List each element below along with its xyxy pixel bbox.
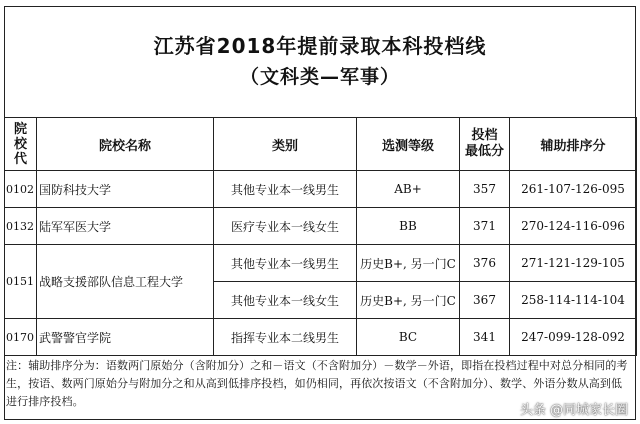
cell-min-score: 376: [460, 245, 510, 282]
table-header-row: [5, 118, 637, 171]
header-name: 院校名称: [37, 118, 214, 171]
cell-category: 医疗专业本一线女生: [214, 208, 357, 245]
header-level: 选测等级: [357, 118, 460, 171]
header-rank: 辅助排序分: [510, 118, 637, 171]
cell-name: 武警警官学院: [37, 319, 214, 356]
cell-category: 指挥专业本二线男生: [214, 319, 357, 356]
header-min-score: 投档 最低分: [460, 118, 510, 171]
cell-rank: 270-124-116-096: [510, 208, 637, 245]
cell-level: 历史B+, 另一门C: [357, 245, 460, 282]
header-code: 院 校 代: [5, 118, 37, 171]
table-row: [5, 245, 637, 282]
cell-min-score: 371: [460, 208, 510, 245]
cell-level: AB+: [357, 171, 460, 208]
watermark: 头条 @同城家长圈: [519, 403, 628, 418]
table-row: [5, 319, 637, 356]
cell-code: 0132: [5, 208, 37, 245]
table-row: [5, 208, 637, 245]
cell-rank: 261-107-126-095: [510, 171, 637, 208]
cell-category: 其他专业本一线男生: [214, 245, 357, 282]
header-category: 类别: [214, 118, 357, 171]
page-subtitle: （文科类—军事）: [239, 66, 400, 88]
cell-name: 战略支援部队信息工程大学: [37, 245, 214, 319]
cell-min-score: 367: [460, 282, 510, 319]
cell-min-score: 341: [460, 319, 510, 356]
footnote: 注：辅助排序分为：语数两门原始分（含附加分）之和－语文（不含附加分）－数学－外语，即指在投档过程中对总分相同的考生，按语、数两门原始分与附加分之和从高到低排序投档，如仍相同，再依次按语文（不含附加分）、数学、外语分数从高到低进行排序投档。: [6, 359, 628, 408]
cell-code: 0151: [5, 245, 37, 319]
cell-rank: 247-099-128-092: [510, 319, 637, 356]
page-title: 江苏省2018年提前录取本科投档线: [153, 34, 487, 58]
cell-code: 0170: [5, 319, 37, 356]
cell-category: 其他专业本一线女生: [214, 282, 357, 319]
cell-level: BB: [357, 208, 460, 245]
cell-min-score: 357: [460, 171, 510, 208]
cell-name: 国防科技大学: [37, 171, 214, 208]
cell-level: 历史B+, 另一门C: [357, 282, 460, 319]
table-row: [5, 171, 637, 208]
cell-level: BC: [357, 319, 460, 356]
admission-table: [4, 117, 637, 356]
cell-category: 其他专业本一线男生: [214, 171, 357, 208]
cell-name: 陆军军医大学: [37, 208, 214, 245]
cell-rank: 258-114-114-104: [510, 282, 637, 319]
cell-code: 0102: [5, 171, 37, 208]
cell-rank: 271-121-129-105: [510, 245, 637, 282]
